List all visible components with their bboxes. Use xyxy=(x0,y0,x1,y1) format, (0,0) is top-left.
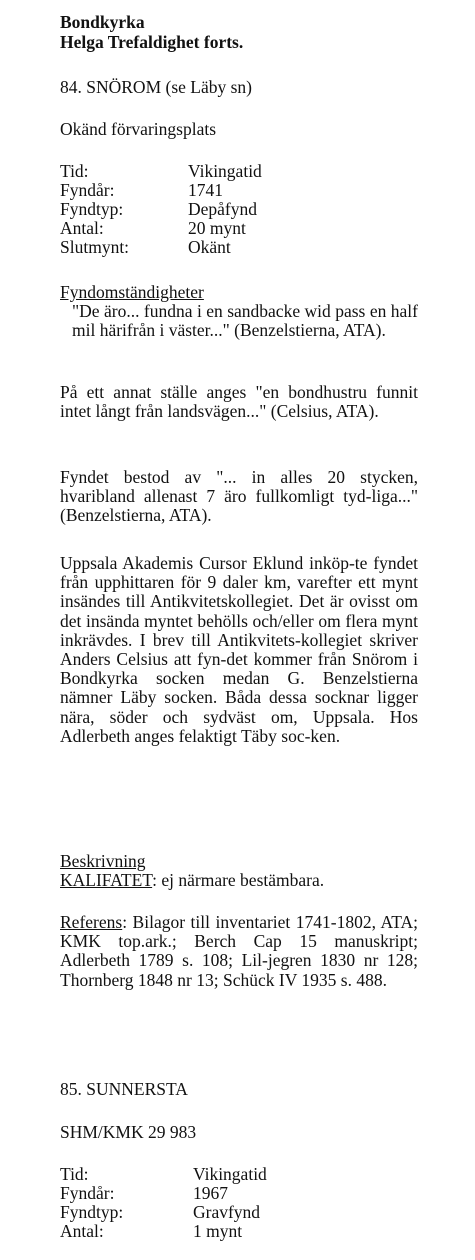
field-label: Fyndår: xyxy=(60,1183,115,1203)
paragraph-2: Fyndet bestod av "... in alles 20 stycken, hvaribland allenast 7 äro fullkomligt tyd-liga..." (Benzelstierna, ATA). xyxy=(60,467,418,526)
find-84-location: Okänd förvaringsplats xyxy=(60,119,217,139)
field-label: Fyndtyp: xyxy=(60,199,124,219)
field-row xyxy=(60,162,262,181)
field-value: 20 mynt xyxy=(188,218,246,238)
description-heading: Beskrivning xyxy=(60,851,146,871)
header-line-2: Helga Trefaldighet forts. xyxy=(60,32,244,52)
description-rest: : ej närmare bestämbara. xyxy=(152,870,325,890)
field-label: Tid: xyxy=(60,1164,89,1184)
field-value: Depåfynd xyxy=(188,199,258,219)
field-row xyxy=(60,200,257,219)
field-row xyxy=(60,219,246,238)
field-row xyxy=(60,1203,260,1222)
circumstances-heading: Fyndomständigheter xyxy=(60,282,204,302)
references-text: : Bilagor till inventariet 1741-1802, ATA; KMK top.ark.; Berch Cap 15 manuskript; Adlerbeth 1789 s. 108; Lil-jegren 1830 nr 128; Thornberg 1848 nr 13; Schück IV 1935 s. 488. xyxy=(60,912,418,990)
references xyxy=(60,913,418,990)
field-row xyxy=(60,1165,267,1184)
field-label: Fyndtyp: xyxy=(60,1202,124,1222)
field-value: 1967 xyxy=(193,1183,228,1203)
field-row xyxy=(60,238,231,257)
field-label: Antal: xyxy=(60,218,104,238)
find-85-location: SHM/KMK 29 983 xyxy=(60,1122,197,1142)
field-label: Tid: xyxy=(60,161,89,181)
field-label: Slutmynt: xyxy=(60,237,130,257)
paragraph-1: På ett annat ställe anges "en bondhustru funnit intet långt från landsvägen..." (Celsius, ATA). xyxy=(60,382,418,422)
references-heading: Referens xyxy=(60,912,123,932)
field-label: Fyndår: xyxy=(60,180,115,200)
field-value: Gravfynd xyxy=(193,1202,261,1222)
find-85-title: 85. SUNNERSTA xyxy=(60,1079,188,1099)
field-value: Okänt xyxy=(188,237,231,257)
find-84-title: 84. SNÖROM (se Läby sn) xyxy=(60,77,253,97)
header-line-1: Bondkyrka xyxy=(60,12,145,32)
field-value: Vikingatid xyxy=(188,161,262,181)
field-row xyxy=(60,1222,242,1241)
paragraph-3: Uppsala Akademis Cursor Eklund inköp-te fyndet från upphittaren för 9 daler km, varefter ett mynt insändes till Antikvitetskollegiet. Det är ovisst om det insända myntet behölls och/eller om flera mynt inkrävdes. I brev till Antikvitets-kollegiet skriver Anders Celsius att fyn-det kommer från Snörom i Bondkyrka socken medan G. Benzelstierna nämner Läby socken. Båda dessa socknar ligger nära, söder och sydväst om, Uppsala. Hos Adlerbeth anges felaktigt Täby soc-ken. xyxy=(60,553,418,746)
description-key: KALIFATET xyxy=(60,870,153,890)
field-value: 1 mynt xyxy=(193,1221,243,1241)
field-row xyxy=(60,1184,228,1203)
field-value: Vikingatid xyxy=(193,1164,267,1184)
field-row xyxy=(60,181,223,200)
circumstances-quote: "De äro... fundna i en sandbacke wid pass en half mil härifrån i väster..." (Benzelstierna, ATA). xyxy=(72,301,418,341)
field-label: Antal: xyxy=(60,1221,104,1241)
description-text xyxy=(60,871,324,890)
field-value: 1741 xyxy=(188,180,223,200)
